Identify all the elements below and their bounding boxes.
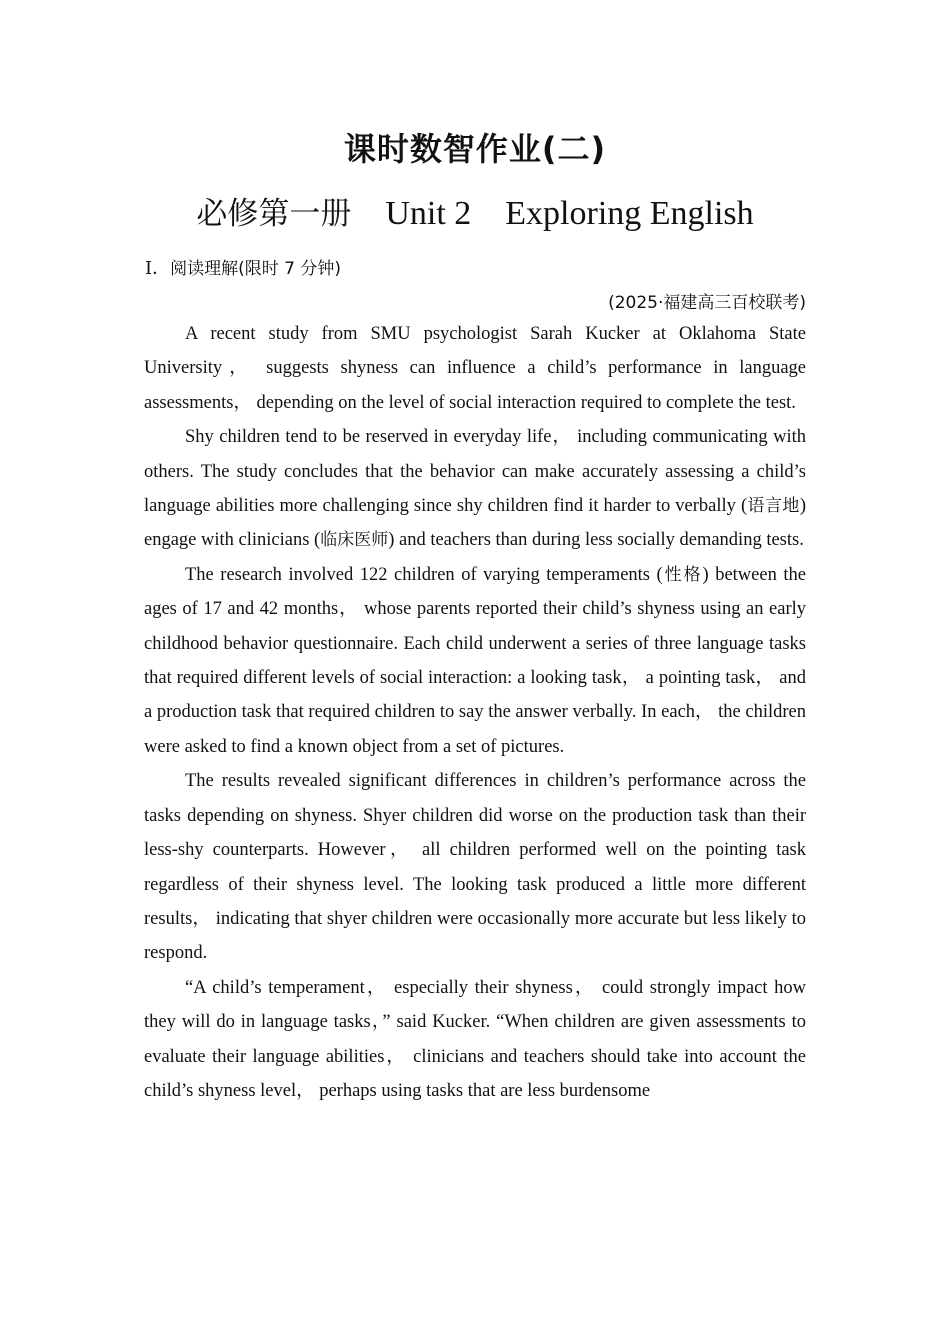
gloss-verbally: 语言地: [747, 496, 800, 517]
section-number: Ⅰ．: [145, 258, 171, 278]
reading-passage: [144, 317, 806, 1108]
page-title: 课时数智作业(二): [343, 130, 607, 168]
subtitle-unit: Unit 2: [385, 195, 472, 232]
paragraph-5: “A child’s temperament， especially their shyness， could strongly impact how they will do in language tasks，” said Kucker. “When children are given assessments to evaluate their language abilities， clinicians and teachers should take into account the child’s shyness level， perhaps using tasks that are less burdensome: [144, 977, 806, 1101]
paragraph-1: A recent study from SMU psychologist Sarah Kucker at Oklahoma State University， suggests shyness can influence a child’s performance in language assessments， depending on the level of social interaction required to complete the test.: [144, 324, 806, 413]
paragraph-3: The research involved 122 children of varying temperaments (性格) between the ages of 17 and 42 months， whose parents reported their child’s shyness using an early childhood behavior questionnaire. Each child underwent a series of three language tasks that required different levels of social interaction: a looking task， a pointing task， and a production task that required children to say the answer verbally. In each， the children were asked to find a known object from a set of pictures.: [144, 564, 806, 757]
paragraph-2: Shy children tend to be reserved in everyday life， including communicating with others. The study concludes that the behavior can make accurately assessing a child’s language abilities more challenging since shy children find it harder to verbally (语言地) engage with clinicians (临床医师) and teachers than during less socially demanding tests.: [144, 427, 806, 551]
page-subtitle: [0, 188, 950, 233]
subtitle-topic: Exploring English: [505, 195, 754, 232]
gloss-clinicians: 临床医师: [320, 530, 389, 551]
section-heading: [145, 254, 341, 280]
gloss-temperaments: 性格: [662, 564, 703, 585]
subtitle-textbook: 必修第一册: [196, 196, 352, 232]
paragraph-4: The results revealed significant differences in children’s performance across the tasks depending on shyness. Shyer children did worse on the production task than their less-shy counterparts. However， all children performed well on the pointing task regardless of their shyness level. The looking task produced a little more different results， indicating that shyer children were occasionally more accurate but less likely to respond.: [144, 771, 806, 964]
section-time-limit: (限时 7 分钟): [238, 259, 342, 279]
passage-source: (2025·福建高三百校联考): [608, 293, 806, 313]
section-name: 阅读理解: [170, 259, 239, 279]
